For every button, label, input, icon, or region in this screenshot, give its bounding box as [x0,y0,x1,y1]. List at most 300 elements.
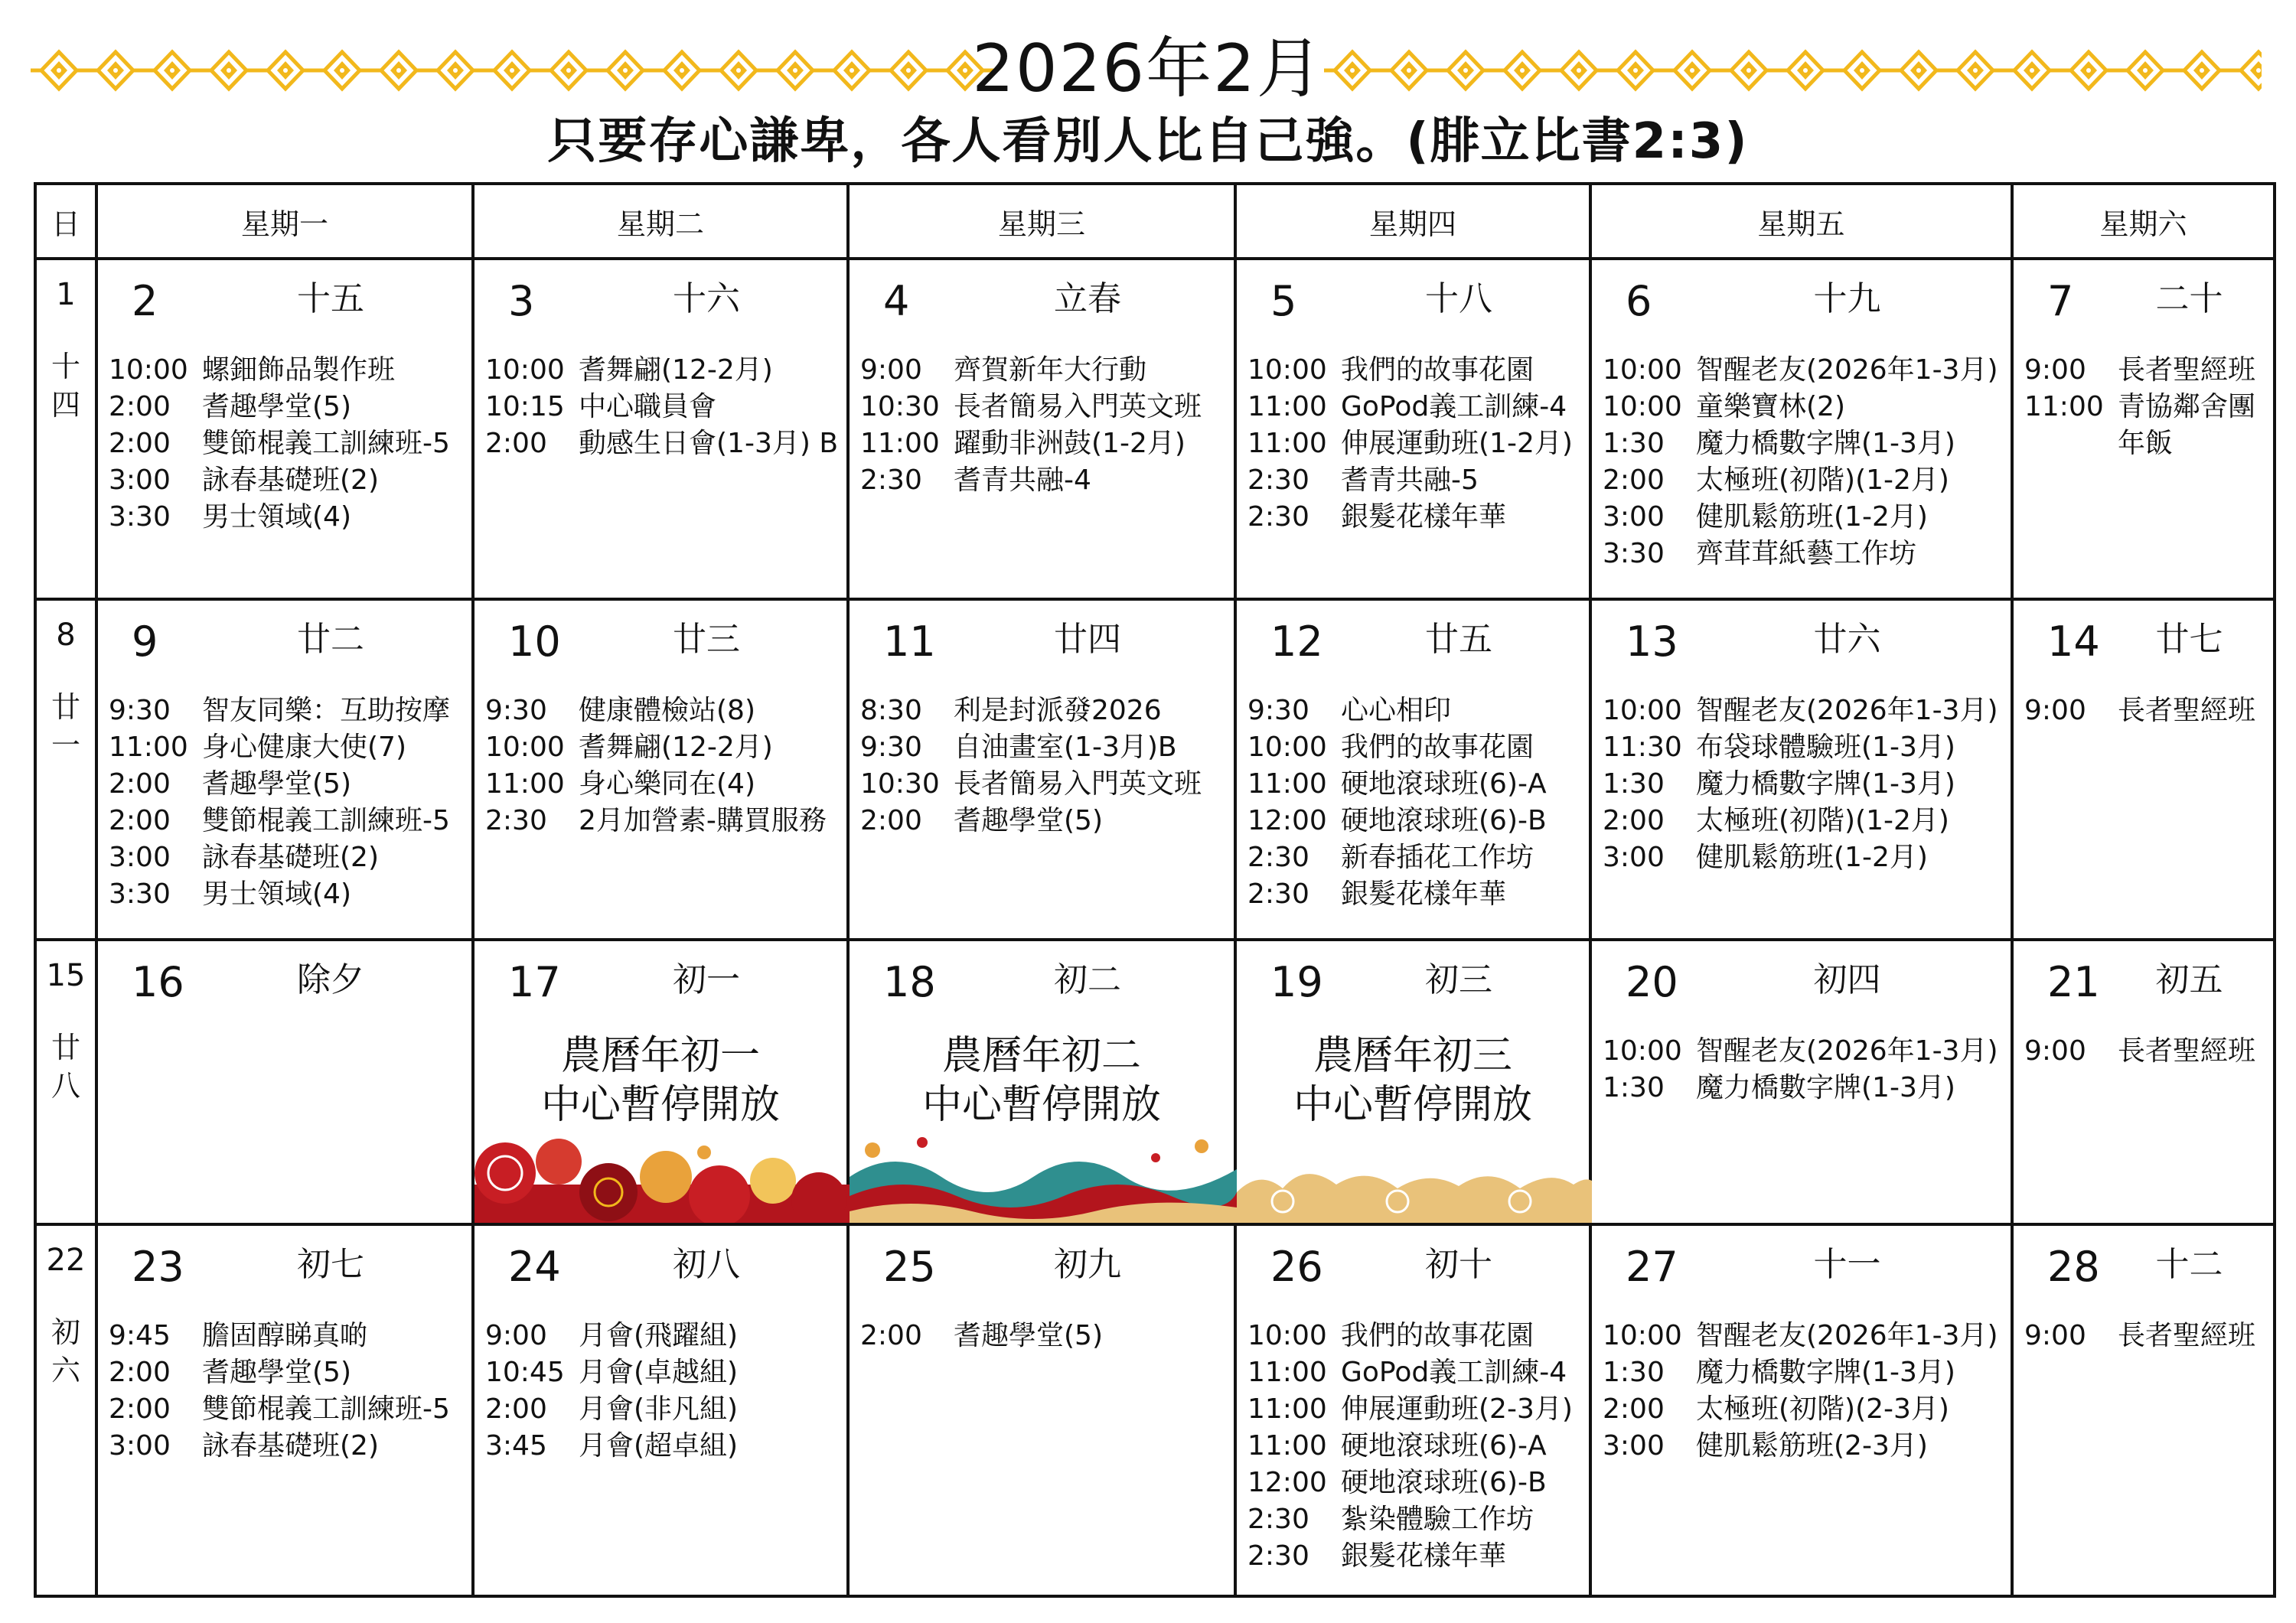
event-time: 3:00 [109,842,171,874]
event-item [109,803,465,839]
day-cell [1590,259,2012,599]
event-item [1603,536,2004,572]
event-item [485,1428,840,1465]
event-item [860,352,1228,389]
event-name: 硬地滾球班(6)-A [1341,768,1547,800]
lunar-date: 初九 [1054,1245,1121,1285]
event-item [485,729,840,766]
event-name: 青協鄰舍團 [2118,391,2256,422]
event-item [1603,1391,2004,1428]
event-item [1247,876,1583,913]
day-cell [1235,599,1590,940]
event-name: 動感生日會(1-3月) B [579,428,839,459]
day-header [850,941,1234,1033]
wave-cloud-decoration-icon [850,1131,1237,1223]
sunday-lunar-char: 廿 [51,1031,80,1065]
week-row [35,599,2275,940]
calendar-header [0,0,2296,176]
event-item [1603,352,2004,389]
event-time: 3:00 [109,1430,171,1462]
event-item [1603,462,2004,499]
event-list [475,1318,846,1465]
lunar-date: 初三 [1425,960,1492,1000]
event-time: 9:00 [485,1320,547,1352]
event-item [1247,352,1583,389]
event-name: 耆青共融-5 [1341,464,1479,496]
day-header [850,260,1234,352]
event-item [1247,1428,1583,1465]
event-item [1603,499,2004,536]
day-number: 23 [132,1243,184,1292]
day-number: 18 [883,958,936,1007]
event-item [109,766,465,803]
event-name: 伸展運動班(1-2月) [1341,428,1573,459]
event-name: 我們的故事花園 [1341,1320,1534,1352]
event-time: 2:00 [1603,805,1665,837]
event-name: 膽固醇睇真啲 [202,1320,368,1352]
event-time: 2:30 [1247,842,1309,874]
day-number: 21 [2047,958,2100,1007]
sunday-lunar-date [37,347,95,424]
event-item [1603,1318,2004,1354]
event-name: 身心樂同在(4) [579,768,755,800]
event-name: 長者簡易入門英文班 [954,768,1202,800]
lunar-date: 初十 [1425,1245,1492,1285]
day-cell [1590,940,2012,1224]
event-time: 10:00 [1603,391,1682,422]
event-item [1247,1538,1583,1575]
event-list [98,693,471,913]
day-cell [96,599,473,940]
event-item [485,425,840,462]
lunar-date: 廿五 [1425,620,1492,660]
event-item [1247,729,1583,766]
event-time: 11:00 [1247,1393,1327,1426]
day-number: 6 [1626,277,1652,325]
day-cell [2012,1224,2275,1596]
event-time: 10:00 [485,354,565,386]
event-name: 長者聖經班 [2118,354,2256,386]
sunday-lunar-date [37,688,95,764]
day-number: 19 [1270,958,1323,1007]
event-name: 月會(超卓組) [579,1430,739,1462]
event-time: 10:00 [1603,1320,1682,1352]
event-item [860,389,1228,425]
lunar-date: 初八 [673,1245,740,1285]
event-list [98,1318,471,1465]
day-number: 14 [2047,618,2100,666]
lunar-date: 十一 [1813,1245,1881,1285]
event-item [109,1391,465,1428]
day-number: 17 [508,958,561,1007]
event-time: 9:30 [485,695,547,727]
event-item [2024,1318,2267,1354]
event-list [1237,693,1589,913]
weekday-fri: 星期五 [1590,184,2012,259]
event-time: 11:30 [1603,732,1682,764]
event-name: 中心職員會 [579,391,717,422]
event-time: 1:30 [1603,1357,1665,1389]
day-header [475,941,846,1033]
lunar-date: 初一 [673,960,740,1000]
day-header [2014,1226,2273,1318]
event-name: 月會(卓越組) [579,1357,739,1389]
event-time: 10:00 [1247,1320,1327,1352]
event-time: 12:00 [1247,1467,1327,1499]
sunday-lunar-char: 初 [51,1315,80,1350]
day-number: 13 [1626,618,1678,666]
event-item [1603,1354,2004,1391]
lunar-date: 初二 [1054,960,1121,1000]
event-list [850,693,1234,839]
day-number: 5 [1270,277,1297,325]
event-item [485,389,840,425]
day-header [98,1226,471,1318]
event-item [109,839,465,876]
event-item [485,766,840,803]
day-header [475,260,846,352]
event-item [109,389,465,425]
event-name: 健肌鬆筋班(1-2月) [1696,842,1928,874]
event-time: 10:00 [485,732,565,764]
event-item [860,693,1228,729]
day-number: 7 [2047,277,2074,325]
event-time: 9:45 [109,1320,171,1352]
event-item [109,352,465,389]
lunar-date: 初五 [2155,960,2223,1000]
event-name: 躍動非洲鼓(1-2月) [954,428,1186,459]
event-time: 10:00 [1603,695,1682,727]
event-name: 銀髮花樣年華 [1341,878,1507,911]
event-item [485,803,840,839]
event-item [1247,1354,1583,1391]
event-time: 10:00 [1603,1035,1682,1067]
event-name: 年飯 [2118,428,2174,459]
red-cloud-decoration-icon [475,1131,850,1223]
day-header [98,601,471,693]
event-time: 2:00 [109,391,171,422]
day-cell [1235,1224,1590,1596]
event-list [2014,1318,2273,1354]
event-time: 2:30 [860,464,922,496]
sunday-date: 1 [56,277,76,312]
event-time: 10:30 [860,391,940,422]
event-item [2024,389,2267,425]
day-header [2014,260,2273,352]
event-item [109,1428,465,1465]
event-item [1603,693,2004,729]
event-item [1247,462,1583,499]
event-name: 詠春基礎班(2) [202,1430,379,1462]
event-time: 2:00 [860,1320,922,1352]
day-cell [473,259,848,599]
event-list [1237,1318,1589,1575]
event-name: 耆趣學堂(5) [202,391,351,422]
event-name: 紮染體驗工作坊 [1341,1504,1534,1536]
sunday-cell [35,599,96,940]
event-name: 銀髮花樣年華 [1341,1540,1507,1572]
event-list [850,1318,1234,1354]
weekday-thu: 星期四 [1235,184,1590,259]
day-header [850,601,1234,693]
event-time: 3:30 [1603,538,1665,569]
event-item [109,462,465,499]
weekday-header-row [35,184,2275,259]
event-name: 雙節棍義工訓練班-5 [202,805,450,837]
event-time: 2:00 [1603,1393,1665,1426]
day-cell [2012,259,2275,599]
event-item [1247,766,1583,803]
lunar-date: 廿四 [1054,620,1121,660]
closure-notice [850,1031,1234,1129]
event-name: 智醒老友(2026年1-3月) [1696,1320,1998,1352]
event-item [860,803,1228,839]
event-name: 耆趣學堂(5) [202,1357,351,1389]
event-item [1247,803,1583,839]
event-time: 9:00 [2024,695,2086,727]
day-cell [96,940,473,1224]
day-header [850,1226,1234,1318]
day-number: 20 [1626,958,1678,1007]
event-name: 月會(飛躍組) [579,1320,739,1352]
event-time: 1:30 [1603,768,1665,800]
bible-verse: 只要存心謙卑，各人看別人比自己強。(腓立比書2:3) [547,113,1749,170]
event-name: 智醒老友(2026年1-3月) [1696,1035,1998,1067]
day-header [1592,601,2011,693]
day-cell [1235,259,1590,599]
event-name: 身心健康大使(7) [202,732,406,764]
closure-line: 農曆年初一 [560,1033,760,1080]
event-item [1603,803,2004,839]
event-name: 耆舞翩(12-2月) [579,732,773,764]
lunar-date: 除夕 [297,960,364,1000]
event-time: 2:00 [109,768,171,800]
event-time: 10:30 [860,768,940,800]
event-list [1592,352,2011,572]
sunday-date: 22 [46,1243,86,1279]
day-cell [473,940,848,1224]
event-list [1592,1318,2011,1465]
event-name: 2月加營素-購買服務 [579,805,827,837]
event-list [2014,1033,2273,1070]
event-item [2024,425,2267,462]
event-name: 耆舞翩(12-2月) [579,354,773,386]
lunar-date: 十五 [297,279,364,318]
event-time: 3:45 [485,1430,547,1462]
lunar-date: 初四 [1813,960,1881,1000]
event-time: 2:30 [1247,1504,1309,1536]
event-name: 魔力橋數字牌(1-3月) [1696,1072,1955,1104]
event-name: 太極班(初階)(1-2月) [1696,464,1949,496]
event-name: 魔力橋數字牌(1-3月) [1696,428,1955,459]
event-time: 10:00 [1247,732,1327,764]
event-name: 魔力橋數字牌(1-3月) [1696,768,1955,800]
event-name: 智醒老友(2026年1-3月) [1696,354,1998,386]
event-name: 心心相印 [1341,695,1452,727]
event-item [1247,1501,1583,1538]
day-cell [2012,940,2275,1224]
day-number: 16 [132,958,184,1007]
event-list [98,352,471,536]
event-name: 齊茸茸紙藝工作坊 [1696,538,1917,569]
event-time: 11:00 [485,768,565,800]
event-time: 3:00 [109,464,171,496]
event-name: 銀髮花樣年華 [1341,501,1507,533]
event-name: 新春插花工作坊 [1341,842,1534,874]
weekday-tue: 星期二 [473,184,848,259]
day-number: 27 [1626,1243,1678,1292]
sunday-lunar-char: 八 [51,1069,80,1103]
day-number: 28 [2047,1243,2100,1292]
event-item [2024,352,2267,389]
event-time: 11:00 [1247,428,1327,459]
event-item [1247,839,1583,876]
event-name: 雙節棍義工訓練班-5 [202,428,450,459]
event-time: 2:00 [485,1393,547,1426]
event-name: 智醒老友(2026年1-3月) [1696,695,1998,727]
event-list [850,352,1234,499]
event-name: GoPod義工訓練-4 [1341,1357,1567,1389]
event-time: 12:00 [1247,805,1327,837]
day-cell [848,259,1235,599]
event-time: 10:45 [485,1357,565,1389]
event-item [109,1318,465,1354]
event-time: 2:00 [485,428,547,459]
event-item [485,693,840,729]
closure-notice [1237,1031,1589,1129]
event-time: 3:00 [1603,1430,1665,1462]
event-item [860,729,1228,766]
event-time: 10:00 [1603,354,1682,386]
event-item [109,876,465,913]
gold-cloud-decoration-icon [1237,1131,1592,1223]
event-item [485,1318,840,1354]
day-header [98,941,471,1033]
event-time: 9:30 [1247,695,1309,727]
event-name: 耆趣學堂(5) [202,768,351,800]
lunar-date: 初七 [297,1245,364,1285]
event-name: 太極班(初階)(2-3月) [1696,1393,1949,1426]
event-item [1603,729,2004,766]
event-list [1237,352,1589,536]
lunar-date: 廿七 [2155,620,2223,660]
day-header [1592,1226,2011,1318]
event-time: 9:00 [2024,1035,2086,1067]
event-time: 11:00 [1247,1430,1327,1462]
event-time: 9:00 [2024,354,2086,386]
event-name: 長者聖經班 [2118,1035,2256,1067]
event-item [485,1391,840,1428]
day-cell [848,940,1235,1224]
event-time: 2:30 [485,805,547,837]
event-list [1592,1033,2011,1106]
day-number: 26 [1270,1243,1323,1292]
event-time: 11:00 [1247,1357,1327,1389]
event-time: 9:00 [2024,1320,2086,1352]
event-time: 2:30 [1247,501,1309,533]
weekday-sat: 星期六 [2012,184,2275,259]
day-cell [848,599,1235,940]
event-time: 11:00 [1247,391,1327,422]
event-time [2024,425,2118,462]
lunar-date: 二十 [2155,279,2223,318]
day-header [1237,941,1589,1033]
event-item [1603,1428,2004,1465]
event-item [485,352,840,389]
lunar-date: 廿二 [297,620,364,660]
event-time: 3:00 [1603,501,1665,533]
week-row [35,259,2275,599]
event-time: 8:30 [860,695,922,727]
event-name: 童樂寶林(2) [1696,391,1845,422]
day-number: 24 [508,1243,561,1292]
event-name: 硬地滾球班(6)-A [1341,1430,1547,1462]
event-time: 9:30 [860,732,922,764]
event-name: 我們的故事花園 [1341,732,1534,764]
lunar-date: 廿六 [1813,620,1881,660]
sunday-date: 15 [46,958,86,994]
event-name: 健肌鬆筋班(1-2月) [1696,501,1928,533]
day-cell [1590,599,2012,940]
event-name: 螺鈿飾品製作班 [202,354,396,386]
closure-line: 農曆年初三 [1313,1033,1512,1080]
closure-notice [475,1031,846,1129]
day-header [475,601,846,693]
day-header [1237,260,1589,352]
event-item [1247,1465,1583,1501]
day-number: 11 [883,618,936,666]
day-number: 10 [508,618,561,666]
event-list [1592,693,2011,876]
event-time: 3:00 [1603,842,1665,874]
event-name: 硬地滾球班(6)-B [1341,1467,1547,1499]
event-name: 耆趣學堂(5) [954,1320,1103,1352]
event-time: 3:30 [109,501,171,533]
closure-line: 農曆年初二 [941,1033,1141,1080]
event-item [860,425,1228,462]
day-number: 3 [508,277,535,325]
closure-line: 中心暫停開放 [540,1082,780,1129]
sunday-lunar-date [37,1028,95,1105]
event-name: 健肌鬆筋班(2-3月) [1696,1430,1928,1462]
event-item [2024,693,2267,729]
event-name: 男士領域(4) [202,878,351,911]
event-item [109,729,465,766]
day-number: 12 [1270,618,1323,666]
lunar-date: 十九 [1813,279,1881,318]
event-time: 10:15 [485,391,565,422]
day-header [1592,260,2011,352]
day-number: 9 [132,618,158,666]
calendar-table [34,182,2276,1598]
event-name: 男士領域(4) [202,501,351,533]
day-header [1592,941,2011,1033]
day-cell [96,1224,473,1596]
event-name: 雙節棍義工訓練班-5 [202,1393,450,1426]
event-time: 11:00 [1247,768,1327,800]
day-header [2014,601,2273,693]
event-time: 1:30 [1603,428,1665,459]
event-item [485,1354,840,1391]
event-item [860,766,1228,803]
weekday-wed: 星期三 [848,184,1235,259]
sunday-lunar-char: 六 [51,1354,80,1388]
event-name: 月會(非凡組) [579,1393,739,1426]
event-time: 9:00 [860,354,922,386]
event-item [109,425,465,462]
event-time: 1:30 [1603,1072,1665,1104]
event-item [1603,839,2004,876]
